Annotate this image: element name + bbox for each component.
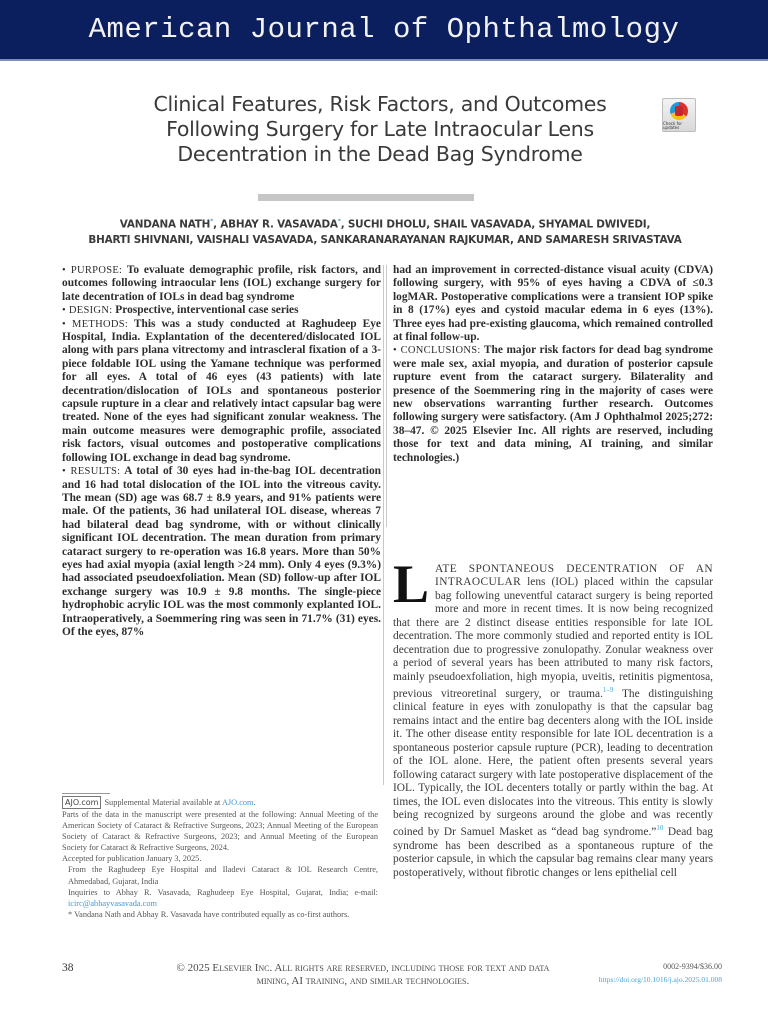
title-divider (258, 194, 474, 201)
abstract-design (62, 304, 381, 317)
abstract-methods (62, 318, 381, 465)
correspondence (62, 887, 378, 909)
email-link[interactable]: icirc@abhayvasavada.com (68, 898, 157, 908)
ajo-badge-icon: AJO.com (62, 796, 101, 809)
footnotes (62, 796, 378, 920)
journal-name: American Journal of Ophthalmology (88, 13, 680, 46)
co-first-author-mark[interactable]: * (337, 218, 341, 225)
supplemental-text: Supplemental Material available at (104, 798, 222, 807)
check-for-updates-button[interactable] (662, 98, 696, 132)
results-text: A total of 30 eyes had in-the-bag IOL decentration and 16 had total dislocation of the IOL into the vitreous cavity. The mean (SD) age was 68.7 ± 8.9 years, and 91% patients were male. Of the patients, 36 had unilateral IOL disease, whereas 7 had bilateral dead bag syndrome, with or without clinically significant IOL decentration. The mean duration from primary cataract surgery to re-operation was 16.8 years. More than 50% eyes had axial myopia (axial length >24 mm). Only 4 eyes (9.3%) had associated pseudoexfoliation. Mean (SD) follow-up after IOL exchange surgery was 10.9 ± 9.8 months. The single-piece hydrophobic acrylic IOL was the most commonly explanted IOL. Intraoperatively, a Soemmering ring was seen in 71.7% (31) eyes. Of the eyes, 87% (62, 465, 381, 638)
abstract-border-left (383, 265, 384, 785)
drop-cap: L (393, 554, 430, 614)
issn-price: 0002-9394/$36.00 (663, 962, 722, 971)
results-label: • RESULTS: (62, 466, 121, 478)
author-list (60, 214, 710, 248)
presented-note: Parts of the data in the manuscript were presented at the following: Annual Meeting of the American Society of Cataract & Refractive Surgeons, 2023; Annual Meeting of the European Society of Cataract & Refractive Surgeons, 2023; and Annual Meeting of the European Society for Cataract & Refractive Surgeons, 2024. (62, 810, 378, 853)
abstract-results (62, 465, 381, 639)
inquiries-text: Inquiries to Abhay R. Vasavada, Raghudeep Eye Hospital, Gujarat, India; e-mail: (68, 887, 378, 897)
abstract-purpose (62, 264, 381, 304)
lead-in: ATE SPONTANEOUS DECENTRATION OF AN INTRAOCULAR (435, 563, 713, 589)
author-names: , SUCHI DHOLU, SHAIL VASAVADA, SHYAMAL DWIVEDI, (340, 218, 651, 231)
purpose-text: To evaluate demographic profile, risk factors, and outcomes following intraocular lens (IOL) exchange surgery for late decentration of IOLs in dead bag syndrome (62, 264, 381, 303)
body-paragraph: lens (IOL) placed within the capsular bag following uneventful cataract surgery is being reported more and more in recent times. It is now being recognized that there are 2 distinct disease entities responsible for late IOL decentration. The more commonly studied and reported entity is IOL decentration due to progressive zonulopathy. Zonular weakness over a period of several years has been attributed to many risk factors, mainly pseudoexfoliation, high myopia, uveitis, retinitis pigmentosa, previous vitreoretinal surgery, or trauma. (393, 576, 713, 700)
abstract-column-left (62, 264, 381, 639)
copyright-line: mining, AI training, and similar technologies. (256, 975, 470, 987)
supplemental-link[interactable]: AJO.com (221, 798, 254, 807)
introduction-text (393, 554, 713, 880)
methods-text: This was a study conducted at Raghudeep Eye Hospital, India. Explantation of the decentered/dislocated IOL along with pars plana vitrectomy and intrascleral fixation of a 3-piece foldable IOL using the Yamane technique was performed for all eyes. A total of 46 eyes (43 patients) with late decentration/dislocation of IOLs and spontaneous posterior capsule rupture in a clear and relatively intact capsular bag were treated. None of the eyes had significant zonular weakness. The main outcome measures were demographic profile, associated risk factors, visual outcomes and postoperative complications following IOL exchange in dead bag syndrome. (62, 317, 381, 464)
doi-link[interactable]: https://doi.org/10.1016/j.ajo.2025.01.008 (598, 975, 722, 984)
journal-banner (0, 0, 768, 61)
conclusions-label: • CONCLUSIONS: (393, 345, 481, 357)
page-number: 38 (62, 962, 74, 974)
results-continued: had an improvement in corrected-distance visual acuity (CDVA) following surgery, with 95% of eyes having a CDVA of ≤0.3 logMAR. Postoperative complications were a transient IOP spike in 8 (17%) eyes and cystoid macular edema in 6 eyes (13%). Three eyes had pre-existing glaucoma, which remained controlled at final follow-up. (393, 264, 713, 344)
design-label: • DESIGN: (62, 305, 113, 317)
supplemental-note: AJO.com Supplemental Material available at AJO.com. (62, 796, 378, 809)
accepted-date: Accepted for publication January 3, 2025. (62, 854, 202, 864)
page-footer (62, 962, 722, 1002)
footnote-divider (62, 793, 110, 794)
abstract-conclusions (393, 344, 713, 465)
author-name: VANDANA NATH (119, 218, 211, 231)
reference-link[interactable]: 1–9 (602, 686, 614, 695)
copyright-notice (148, 962, 578, 988)
copyright-line: © 2025 Elsevier Inc. All rights are reserved, including those for text and data (176, 962, 550, 974)
crossmark-icon (670, 102, 688, 120)
design-text: Prospective, interventional case series (112, 304, 299, 317)
abstract-column-right (393, 264, 713, 465)
body-paragraph: The distinguishing clinical feature in eyes with zonulopathy is that the capsular bag remains intact and the entire bag decenters along with the IOL inside it. The other disease entity responsible for late IOL decentration is a spontaneous posterior capsule rupture (PCR), leading to decentration of the IOL alone. Here, the patient often presents several years following cataract surgery with late postoperative displacement of the IOL. Typically, the IOL decenters totally or partly within the bag. At times, the IOL even dislocates into the vitreous. This entity is slowly being recognized by surgeons around the globe and was recently coined by Dr Samuel Masket as “dead bag syndrome.” (393, 687, 713, 839)
body-paragraph: Dead bag syndrome has been described as a spontaneous rupture of the posterior capsule, in which the capsular bag remains clear many years postoperatively, without fibrotic changes or lens epithelial cell (393, 826, 713, 879)
author-names: BHARTI SHIVNANI, VAISHALI VASAVADA, SANKARANARAYANAN RAJKUMAR, AND SAMARESH SRIVASTAVA (88, 234, 682, 247)
crossmark-label: Check for updates (663, 121, 683, 130)
purpose-label: • PURPOSE: (62, 265, 123, 276)
abstract-border-right (386, 265, 387, 527)
reference-link[interactable]: 10 (656, 824, 664, 833)
equal-contribution-note: * Vandana Nath and Abhay R. Vasavada have contributed equally as co-first authors. (68, 909, 350, 919)
article-title: Clinical Features, Risk Factors, and Outcomes Following Surgery for Late Intraocular Lens Decentration in the Dead Bag Syndrome (153, 92, 607, 166)
affiliation: From the Raghudeep Eye Hospital and Iladevi Cataract & IOL Research Centre, Ahmedabad, Gujarat, India (68, 865, 378, 886)
methods-label: • METHODS: (62, 318, 129, 330)
author-name: , ABHAY R. VASAVADA (213, 218, 338, 231)
conclusions-text: The major risk factors for dead bag syndrome were male sex, axial myopia, and duration of posterior capsule rupture event from the cataract surgery. Bilaterality and presence of the Soemmering ring in the majority of cases were new observations warranting further research. Outcomes following surgery were satisfactory. (Am J Ophthalmol 2025;272: 38–47. © 2025 Elsevier Inc. All rights are reserved, including those for text and data mining, AI training, and similar technologies.) (393, 344, 713, 464)
co-first-author-mark[interactable]: * (210, 218, 214, 225)
